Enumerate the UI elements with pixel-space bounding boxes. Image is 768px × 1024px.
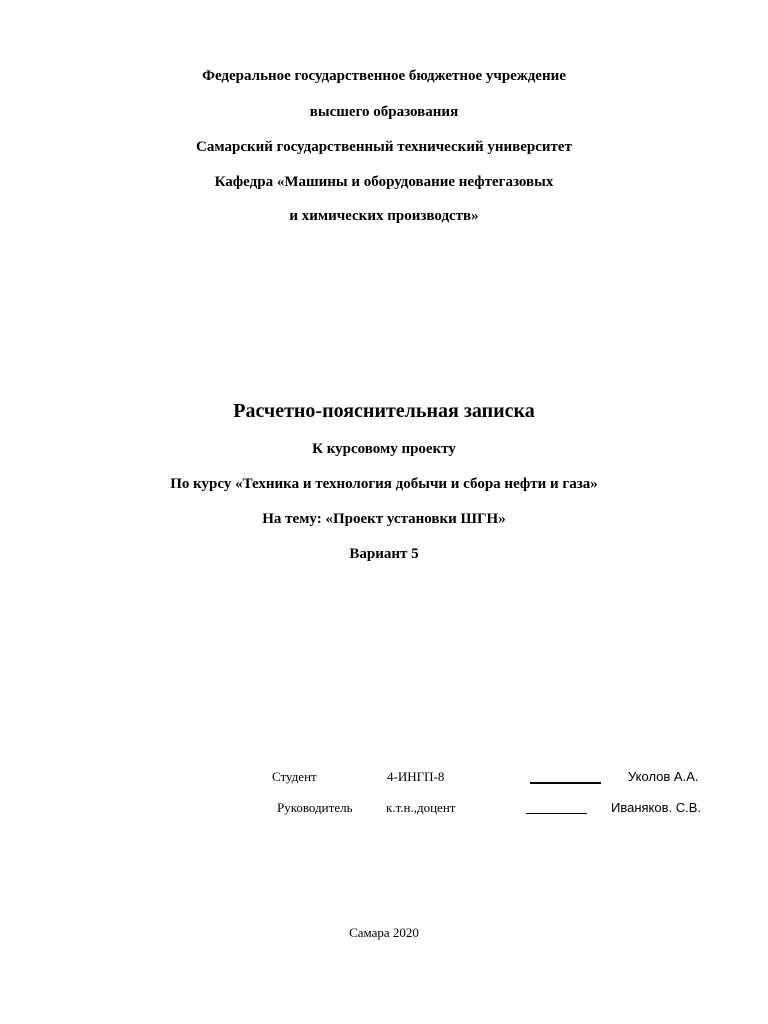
supervisor-name: Иваняков. С.В.	[611, 800, 702, 815]
course-name: По курсу «Техника и технология добычи и сбора нефти и газа»	[170, 476, 598, 492]
student-role-label: Студент	[272, 769, 317, 784]
document-title: Расчетно-пояснительная записка	[233, 400, 535, 422]
header-line-3: Самарский государственный технический университет	[196, 139, 572, 155]
header-line-5: и химических производств»	[289, 208, 479, 224]
student-signature-line	[530, 782, 601, 784]
supervisor-degree: к.т.н.,доцент	[386, 800, 456, 815]
header-line-4: Кафедра «Машины и оборудование нефтегазовых	[214, 174, 554, 190]
student-group: 4-ИНГП-8	[387, 769, 445, 784]
variant-number: Вариант 5	[349, 546, 419, 562]
supervisor-role-label: Руководитель	[277, 800, 353, 815]
document-subtitle: К курсовому проекту	[312, 441, 456, 457]
student-name: Уколов А.А.	[628, 769, 699, 784]
city-year: Самара 2020	[349, 925, 419, 940]
supervisor-signature-line	[526, 813, 587, 814]
header-line-2: высшего образования	[309, 104, 459, 120]
header-line-1: Федеральное государственное бюджетное учреждение	[202, 68, 566, 84]
project-topic: На тему: «Проект установки ШГН»	[262, 511, 506, 527]
